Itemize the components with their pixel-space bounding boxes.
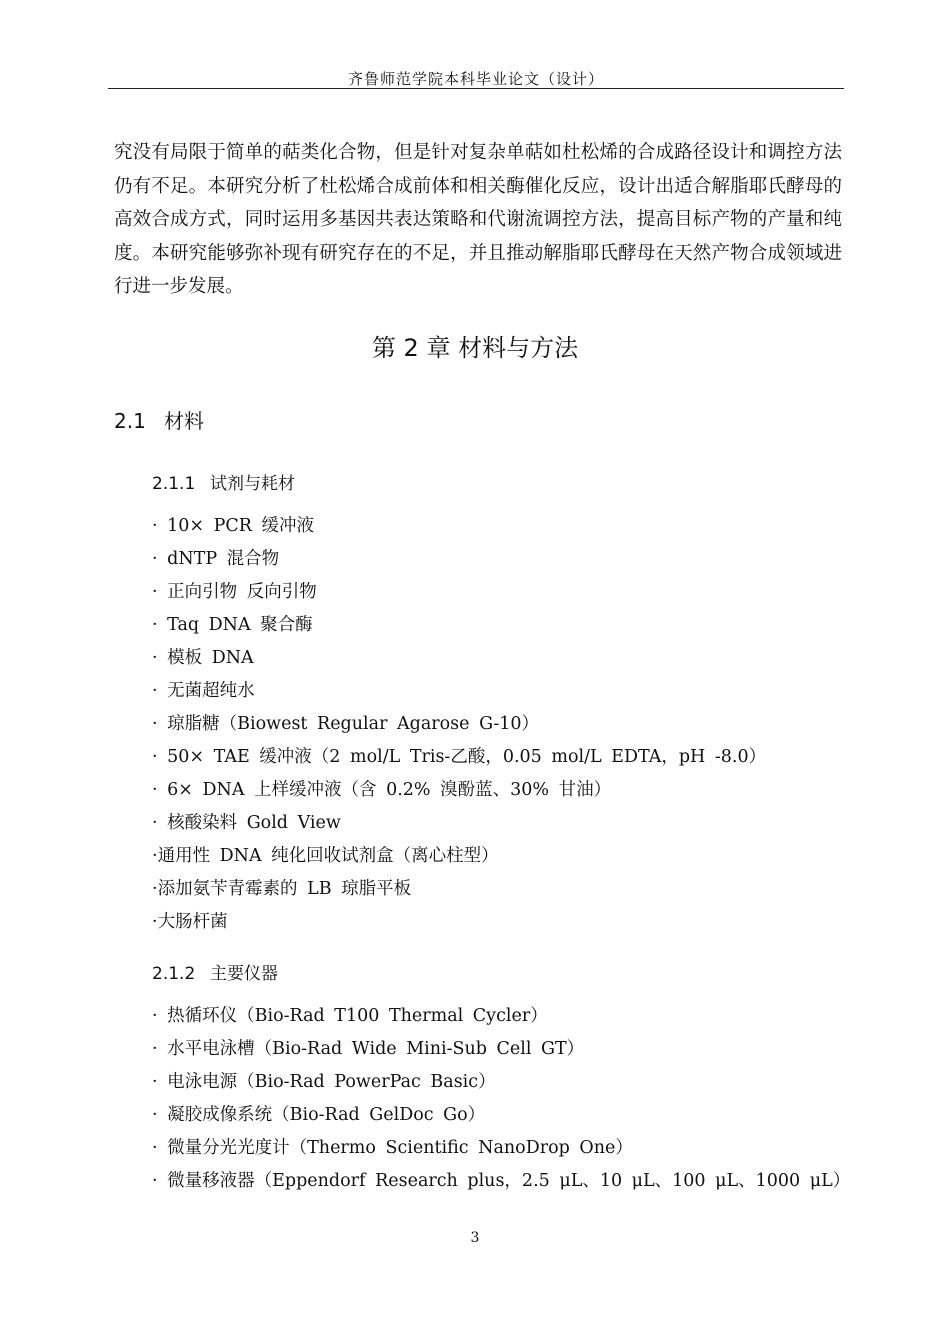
list-item: · 正向引物 反向引物 — [152, 582, 317, 602]
page-number: 3 — [470, 1230, 480, 1246]
list-item: · Taq DNA 聚合酶 — [152, 615, 313, 635]
list-item: · 琼脂糖（Biowest Regular Agarose G-10） — [152, 714, 540, 734]
section-number: 2.1 — [114, 409, 146, 433]
list-item: · 微量分光光度计（Thermo Scientific NanoDrop One） — [152, 1138, 633, 1158]
list-item: · 核酸染料 Gold View — [152, 813, 341, 833]
header-rule — [108, 88, 844, 89]
list-item: · 50× TAE 缓冲液（2 mol/L Tris-乙酸，0.05 mol/L EDTA，pH -8.0） — [152, 747, 767, 767]
running-header: 齐鲁师范学院本科毕业论文（设计） — [347, 70, 604, 88]
list-item: · 微量移液器（Eppendorf Research plus，2.5 μL、10 μL、100 μL、1000 μL） — [152, 1171, 851, 1191]
section-heading — [114, 405, 204, 434]
reagents-list — [152, 510, 766, 939]
subsection-title: 主要仪器 — [210, 964, 278, 984]
list-item: ·大肠杆菌 — [152, 912, 228, 932]
list-item: · 水平电泳槽（Bio-Rad Wide Mini-Sub Cell GT） — [152, 1039, 585, 1059]
list-item: · dNTP 混合物 — [152, 549, 280, 569]
subsection-number: 2.1.1 — [152, 474, 196, 494]
list-item: · 无菌超纯水 — [152, 681, 255, 701]
subsection-title: 试剂与耗材 — [210, 474, 295, 494]
chapter-title: 第 2 章 材料与方法 — [371, 334, 579, 362]
instruments-list — [152, 1000, 850, 1198]
list-item: ·通用性 DNA 纯化回收试剂盒（离心柱型） — [152, 846, 499, 866]
intro-paragraph: 究没有局限于简单的萜类化合物，但是针对复杂单萜如杜松烯的合成路径设计和调控方法仍有不足。本研究分析了杜松烯合成前体和相关酶催化反应，设计出适合解脂耶氏酵母的高效合成方式，同时运用多基因共表达策略和代谢流调控方法，提高目标产物的产量和纯度。本研究能够弥补现有研究存在的不足，并且推动解脂耶氏酵母在天然产物合成领域进行进一步发展。 — [114, 142, 842, 298]
list-item: ·添加氨苄青霉素的 LB 琼脂平板 — [152, 879, 412, 899]
section-title: 材料 — [164, 409, 204, 433]
list-item: · 6× DNA 上样缓冲液（含 0.2% 溴酚蓝、30% 甘油） — [152, 780, 612, 800]
subsection-heading-instruments — [152, 959, 278, 984]
list-item: · 模板 DNA — [152, 648, 254, 668]
list-item: · 10× PCR 缓冲液 — [152, 516, 315, 536]
list-item: · 凝胶成像系统（Bio-Rad GelDoc Go） — [152, 1105, 486, 1125]
subsection-heading-reagents — [152, 469, 295, 494]
list-item: · 热循环仪（Bio-Rad T100 Thermal Cycler） — [152, 1006, 548, 1026]
subsection-number: 2.1.2 — [152, 964, 196, 984]
list-item: · 电泳电源（Bio-Rad PowerPac Basic） — [152, 1072, 496, 1092]
